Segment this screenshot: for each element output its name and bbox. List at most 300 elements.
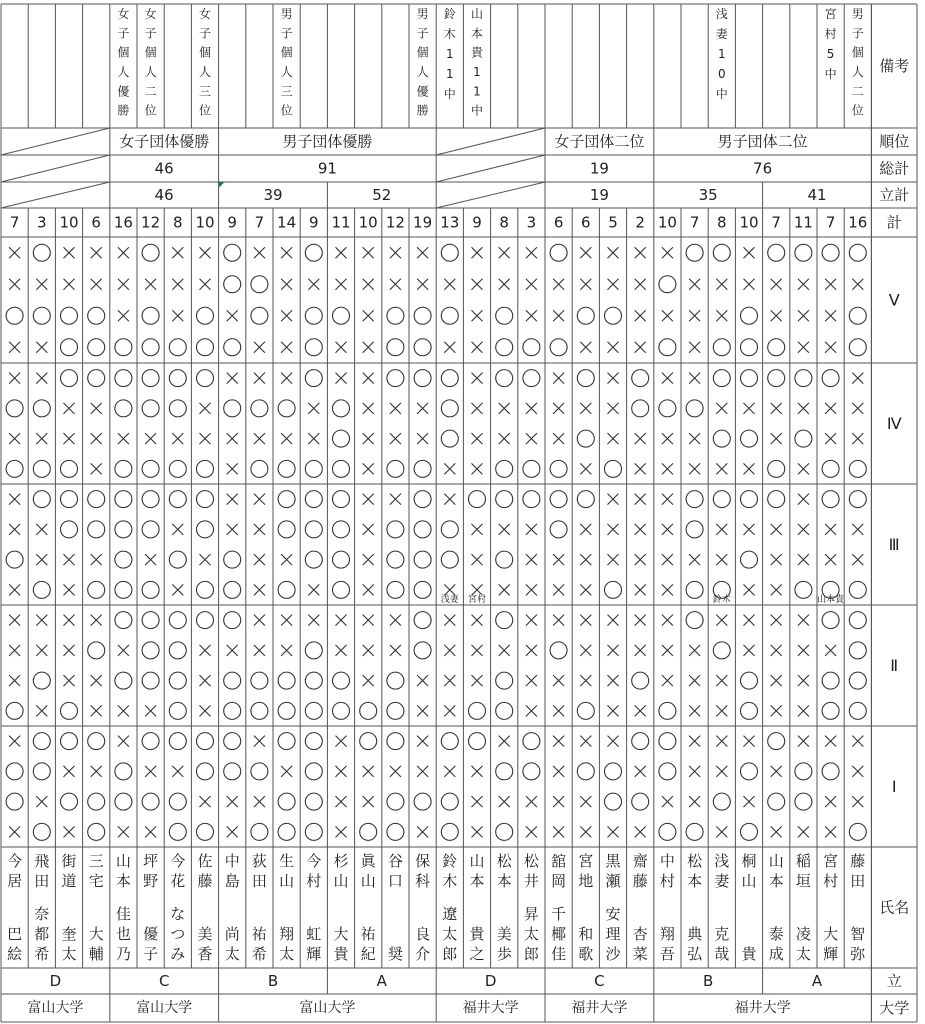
name-family-char: 荻 bbox=[251, 852, 267, 870]
name-given-char: 和 bbox=[578, 925, 594, 943]
hit-mark bbox=[496, 763, 513, 780]
miss-mark bbox=[553, 279, 564, 290]
miss-mark bbox=[744, 524, 755, 535]
miss-mark bbox=[689, 342, 700, 353]
remark-cell bbox=[471, 7, 484, 118]
miss-mark bbox=[689, 279, 700, 290]
hit-mark bbox=[713, 244, 730, 261]
remark-char: 勝 bbox=[117, 103, 130, 118]
name-family-char: 松 bbox=[523, 852, 539, 870]
miss-mark bbox=[662, 310, 673, 321]
rank-cell: 女子団体二位 bbox=[554, 132, 645, 151]
name-family-char: 松 bbox=[687, 852, 703, 870]
hit-mark bbox=[33, 581, 50, 598]
hit-mark bbox=[496, 702, 513, 719]
miss-mark bbox=[744, 796, 755, 807]
hit-mark bbox=[333, 400, 350, 417]
name-family-char: 本 bbox=[469, 872, 485, 890]
miss-mark bbox=[662, 247, 673, 258]
miss-mark bbox=[825, 342, 836, 353]
miss-mark bbox=[716, 736, 727, 747]
miss-mark bbox=[771, 826, 782, 837]
miss-mark bbox=[689, 705, 700, 716]
miss-mark bbox=[254, 736, 265, 747]
miss-mark bbox=[689, 310, 700, 321]
hit-mark bbox=[142, 307, 159, 324]
miss-mark bbox=[308, 615, 319, 626]
miss-mark bbox=[281, 554, 292, 565]
miss-mark bbox=[472, 310, 483, 321]
hit-mark bbox=[88, 370, 105, 387]
name-family-char: 木 bbox=[442, 872, 458, 890]
remark-char: 二 bbox=[144, 84, 157, 99]
miss-mark bbox=[771, 310, 782, 321]
remark-cell bbox=[444, 7, 456, 101]
hit-mark bbox=[659, 276, 676, 293]
hit-mark bbox=[197, 763, 214, 780]
remark-char: 5 bbox=[826, 47, 835, 61]
miss-mark bbox=[771, 554, 782, 565]
miss-mark bbox=[608, 494, 619, 505]
hit-mark bbox=[61, 339, 78, 356]
hit-mark bbox=[333, 430, 350, 447]
miss-mark bbox=[118, 310, 129, 321]
hit-mark bbox=[795, 244, 812, 261]
hit-mark bbox=[142, 612, 159, 629]
total-cell: 8 bbox=[173, 213, 183, 232]
remark-char: 人 bbox=[144, 65, 157, 79]
name-family-char: 山 bbox=[333, 872, 349, 890]
total-cell: 10 bbox=[657, 213, 677, 232]
miss-mark bbox=[499, 433, 510, 444]
hit-mark bbox=[305, 460, 322, 477]
name-given-char: 翔 bbox=[659, 925, 675, 943]
remark-char: 子 bbox=[117, 26, 130, 41]
hit-mark bbox=[224, 276, 241, 293]
hit-mark bbox=[577, 307, 594, 324]
hit-mark bbox=[822, 460, 839, 477]
name-given-char: 輝 bbox=[306, 945, 322, 963]
miss-mark bbox=[771, 403, 782, 414]
hit-mark bbox=[251, 460, 268, 477]
name-family-char: 岡 bbox=[551, 872, 567, 890]
name-given-char: 輝 bbox=[823, 945, 839, 963]
miss-mark bbox=[64, 615, 75, 626]
miss-mark bbox=[254, 645, 265, 656]
name-family-char: 中 bbox=[224, 852, 240, 870]
name-family-char: 地 bbox=[578, 872, 594, 890]
miss-mark bbox=[444, 645, 455, 656]
hit-mark bbox=[441, 551, 458, 568]
hit-mark bbox=[713, 491, 730, 508]
miss-mark bbox=[36, 615, 47, 626]
miss-mark bbox=[744, 736, 755, 747]
hit-mark bbox=[305, 307, 322, 324]
hit-mark bbox=[278, 521, 295, 538]
hit-mark bbox=[523, 339, 540, 356]
miss-mark bbox=[9, 494, 20, 505]
hit-mark bbox=[251, 307, 268, 324]
hit-mark bbox=[577, 370, 594, 387]
miss-mark bbox=[472, 373, 483, 384]
miss-mark bbox=[64, 826, 75, 837]
hit-mark bbox=[822, 763, 839, 780]
hit-mark bbox=[659, 763, 676, 780]
stand-total-cell: 39 bbox=[263, 186, 283, 204]
hit-mark bbox=[768, 339, 785, 356]
miss-mark bbox=[91, 463, 102, 474]
miss-mark bbox=[363, 342, 374, 353]
hit-mark bbox=[197, 491, 214, 508]
hit-mark bbox=[115, 581, 132, 598]
remark-cell bbox=[716, 6, 729, 101]
hit-mark bbox=[741, 702, 758, 719]
miss-mark bbox=[526, 796, 537, 807]
stand-cell: C bbox=[594, 972, 605, 990]
miss-mark bbox=[499, 736, 510, 747]
hit-mark bbox=[305, 702, 322, 719]
hit-mark bbox=[659, 400, 676, 417]
hit-mark bbox=[305, 370, 322, 387]
miss-mark bbox=[472, 826, 483, 837]
total-cell: 7 bbox=[825, 213, 836, 232]
hit-mark bbox=[224, 339, 241, 356]
hit-mark bbox=[550, 521, 567, 538]
miss-mark bbox=[444, 584, 455, 595]
name-given-char: 之 bbox=[469, 945, 485, 963]
grand-total-cell: 76 bbox=[753, 159, 773, 178]
hit-mark bbox=[686, 400, 703, 417]
miss-mark bbox=[553, 796, 564, 807]
miss-mark bbox=[662, 584, 673, 595]
remark-char: 1 bbox=[445, 67, 454, 81]
hit-mark bbox=[333, 460, 350, 477]
archer-name bbox=[469, 852, 485, 963]
miss-mark bbox=[771, 433, 782, 444]
hit-mark bbox=[142, 460, 159, 477]
miss-mark bbox=[200, 796, 211, 807]
remark-char: 優 bbox=[117, 84, 130, 99]
name-given-char: 奎 bbox=[61, 925, 77, 943]
miss-mark bbox=[608, 675, 619, 686]
name-given-char: 介 bbox=[415, 945, 431, 963]
archer-name bbox=[415, 852, 430, 963]
hit-mark bbox=[169, 702, 186, 719]
miss-mark bbox=[526, 524, 537, 535]
hit-mark bbox=[224, 612, 241, 629]
miss-mark bbox=[281, 766, 292, 777]
total-cell: 8 bbox=[717, 213, 727, 232]
miss-mark bbox=[363, 554, 374, 565]
miss-mark bbox=[771, 584, 782, 595]
name-given-char: な bbox=[170, 905, 186, 923]
miss-mark bbox=[9, 736, 20, 747]
hit-mark bbox=[197, 612, 214, 629]
hit-mark bbox=[251, 823, 268, 840]
name-given-char: 遼 bbox=[442, 905, 458, 923]
miss-mark bbox=[526, 705, 537, 716]
hit-mark bbox=[659, 823, 676, 840]
hit-mark bbox=[849, 702, 866, 719]
stand-total-cell: 41 bbox=[807, 186, 827, 204]
remark-char: 子 bbox=[280, 26, 293, 41]
hit-mark bbox=[88, 339, 105, 356]
hit-mark bbox=[33, 733, 50, 750]
hit-mark bbox=[305, 491, 322, 508]
remark-char: 1 bbox=[717, 47, 726, 61]
miss-mark bbox=[608, 433, 619, 444]
miss-mark bbox=[200, 645, 211, 656]
archer-name bbox=[524, 852, 540, 963]
miss-mark bbox=[227, 373, 238, 384]
total-cell: 16 bbox=[113, 213, 133, 232]
hit-mark bbox=[169, 339, 186, 356]
miss-mark bbox=[635, 766, 646, 777]
miss-mark bbox=[417, 675, 428, 686]
miss-mark bbox=[390, 494, 401, 505]
hit-mark bbox=[741, 672, 758, 689]
name-family-char: 藤 bbox=[197, 872, 213, 890]
remark-char: 男 bbox=[416, 7, 429, 21]
hit-mark bbox=[142, 370, 159, 387]
miss-mark bbox=[36, 645, 47, 656]
miss-mark bbox=[227, 310, 238, 321]
hit-mark bbox=[387, 370, 404, 387]
hit-mark bbox=[768, 733, 785, 750]
hit-mark bbox=[305, 763, 322, 780]
name-family-char: 保 bbox=[415, 852, 431, 870]
hit-mark bbox=[33, 491, 50, 508]
hit-mark bbox=[659, 702, 676, 719]
archer-name bbox=[633, 852, 648, 963]
miss-mark bbox=[36, 279, 47, 290]
miss-mark bbox=[662, 554, 673, 565]
remark-char: 中 bbox=[443, 87, 456, 101]
name-given-char: 巴 bbox=[7, 925, 23, 943]
archer-name bbox=[279, 852, 294, 963]
name-given-char: 太 bbox=[279, 945, 295, 963]
hit-mark bbox=[333, 491, 350, 508]
miss-mark bbox=[771, 675, 782, 686]
name-given-char: 泰 bbox=[768, 925, 784, 943]
hit-mark bbox=[605, 460, 622, 477]
hit-mark bbox=[169, 642, 186, 659]
miss-mark bbox=[716, 310, 727, 321]
miss-mark bbox=[145, 826, 156, 837]
miss-mark bbox=[390, 615, 401, 626]
name-given-char: 昇 bbox=[523, 905, 539, 923]
miss-mark bbox=[526, 433, 537, 444]
miss-mark bbox=[91, 554, 102, 565]
hit-mark bbox=[550, 339, 567, 356]
miss-mark bbox=[172, 279, 183, 290]
miss-mark bbox=[689, 736, 700, 747]
remark-char: 子 bbox=[851, 26, 864, 41]
name-family-char: 山 bbox=[115, 852, 131, 870]
name-family-char: 中 bbox=[659, 852, 675, 870]
name-given-char: 奨 bbox=[387, 945, 403, 963]
miss-mark bbox=[336, 645, 347, 656]
hit-mark bbox=[305, 793, 322, 810]
label-name: 氏名 bbox=[879, 898, 910, 917]
hit-mark bbox=[441, 307, 458, 324]
miss-mark bbox=[771, 615, 782, 626]
name-given-char: 歩 bbox=[496, 945, 512, 963]
name-family-char: 山 bbox=[279, 872, 295, 890]
miss-mark bbox=[825, 645, 836, 656]
stand-cell: D bbox=[484, 972, 497, 990]
hit-mark bbox=[115, 400, 132, 417]
miss-mark bbox=[336, 615, 347, 626]
hit-mark bbox=[414, 551, 431, 568]
archer-name bbox=[850, 852, 866, 963]
miss-mark bbox=[444, 279, 455, 290]
miss-mark bbox=[64, 766, 75, 777]
remark-char: 位 bbox=[198, 103, 212, 118]
hit-mark bbox=[441, 400, 458, 417]
hit-mark bbox=[197, 521, 214, 538]
miss-mark bbox=[662, 524, 673, 535]
miss-mark bbox=[608, 554, 619, 565]
name-given-char: 凌 bbox=[795, 925, 811, 943]
miss-mark bbox=[635, 279, 646, 290]
hit-mark bbox=[6, 551, 23, 568]
hit-mark bbox=[224, 400, 241, 417]
miss-mark bbox=[526, 615, 537, 626]
miss-mark bbox=[499, 796, 510, 807]
hit-mark bbox=[414, 581, 431, 598]
miss-mark bbox=[689, 645, 700, 656]
miss-mark bbox=[771, 524, 782, 535]
miss-mark bbox=[227, 433, 238, 444]
hit-mark bbox=[577, 491, 594, 508]
name-family-char: 井 bbox=[523, 872, 539, 890]
remark-cell bbox=[281, 7, 293, 118]
name-given-char: 優 bbox=[143, 925, 159, 943]
archer-name bbox=[551, 852, 566, 963]
name-given-char: 貴 bbox=[469, 925, 485, 943]
hit-mark bbox=[169, 823, 186, 840]
archer-name bbox=[714, 852, 730, 963]
name-given-char: 尚 bbox=[224, 925, 240, 943]
total-cell: 3 bbox=[526, 213, 537, 232]
miss-mark bbox=[852, 736, 863, 747]
name-family-char: 田 bbox=[34, 872, 50, 890]
hit-mark bbox=[441, 370, 458, 387]
hit-mark bbox=[741, 307, 758, 324]
miss-mark bbox=[852, 403, 863, 414]
name-family-char: 村 bbox=[659, 872, 675, 890]
name-given-char: 太 bbox=[224, 945, 240, 963]
hit-mark bbox=[686, 612, 703, 629]
miss-mark bbox=[145, 279, 156, 290]
miss-mark bbox=[444, 494, 455, 505]
hit-mark bbox=[686, 491, 703, 508]
remark-char: 浅 bbox=[715, 7, 728, 21]
name-family-char: 本 bbox=[115, 872, 131, 890]
miss-mark bbox=[308, 403, 319, 414]
miss-mark bbox=[798, 705, 809, 716]
miss-mark bbox=[417, 279, 428, 290]
miss-mark bbox=[744, 247, 755, 258]
hit-mark bbox=[333, 307, 350, 324]
miss-mark bbox=[798, 524, 809, 535]
miss-mark bbox=[798, 403, 809, 414]
hit-mark bbox=[469, 733, 486, 750]
miss-mark bbox=[36, 373, 47, 384]
miss-mark bbox=[798, 736, 809, 747]
remark-char: 個 bbox=[416, 45, 429, 60]
remark-char: 男 bbox=[851, 7, 864, 21]
hit-mark bbox=[441, 244, 458, 261]
shot-annotation: 鈴木 bbox=[712, 595, 731, 605]
name-family-char: 山 bbox=[469, 852, 485, 870]
miss-mark bbox=[744, 463, 755, 474]
hit-mark bbox=[61, 307, 78, 324]
miss-mark bbox=[662, 675, 673, 686]
miss-mark bbox=[172, 524, 183, 535]
miss-mark bbox=[281, 310, 292, 321]
miss-mark bbox=[635, 584, 646, 595]
name-given-char: 杏 bbox=[632, 925, 648, 943]
name-given-char: 太 bbox=[61, 945, 77, 963]
name-given-char: 希 bbox=[34, 945, 50, 963]
name-given-char: 大 bbox=[333, 925, 349, 943]
miss-mark bbox=[390, 433, 401, 444]
total-cell: 9 bbox=[309, 213, 319, 232]
miss-mark bbox=[363, 279, 374, 290]
miss-mark bbox=[635, 433, 646, 444]
miss-mark bbox=[36, 705, 47, 716]
hit-mark bbox=[496, 370, 513, 387]
total-cell: 8 bbox=[499, 213, 509, 232]
hit-mark bbox=[61, 370, 78, 387]
name-family-char: 本 bbox=[496, 872, 512, 890]
hit-mark bbox=[305, 244, 322, 261]
name-family-char: 黒 bbox=[605, 852, 621, 870]
hit-mark bbox=[278, 823, 295, 840]
hit-mark bbox=[88, 733, 105, 750]
miss-mark bbox=[281, 279, 292, 290]
hit-mark bbox=[169, 400, 186, 417]
hit-mark bbox=[387, 551, 404, 568]
hit-mark bbox=[795, 370, 812, 387]
hit-mark bbox=[33, 400, 50, 417]
hit-mark bbox=[333, 521, 350, 538]
archer-name bbox=[741, 852, 757, 963]
miss-mark bbox=[744, 403, 755, 414]
miss-mark bbox=[64, 675, 75, 686]
miss-mark bbox=[716, 766, 727, 777]
miss-mark bbox=[172, 584, 183, 595]
hit-mark bbox=[550, 642, 567, 659]
remark-cell bbox=[117, 7, 129, 118]
remark-char: 三 bbox=[198, 84, 212, 99]
hit-mark bbox=[61, 491, 78, 508]
total-cell: 16 bbox=[848, 213, 868, 232]
hit-mark bbox=[741, 551, 758, 568]
miss-mark bbox=[472, 247, 483, 258]
name-given-char: 太 bbox=[523, 925, 539, 943]
miss-mark bbox=[200, 554, 211, 565]
name-given-char: 郎 bbox=[442, 945, 458, 963]
miss-mark bbox=[64, 279, 75, 290]
name-given-char: 千 bbox=[551, 905, 567, 923]
archer-name bbox=[252, 852, 267, 963]
total-cell: 3 bbox=[37, 213, 47, 232]
miss-mark bbox=[9, 615, 20, 626]
miss-mark bbox=[472, 645, 483, 656]
